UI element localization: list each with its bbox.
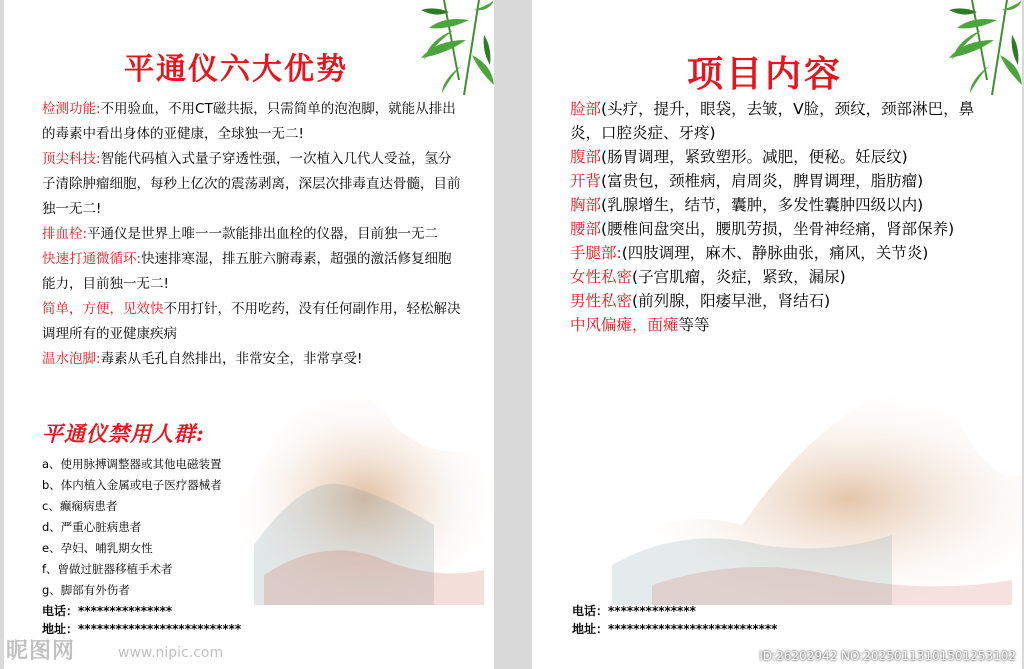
- ban-section-title: 平通仪禁用人群:: [42, 421, 205, 446]
- project-label: 胸部: [570, 196, 602, 214]
- phone-value: **************: [608, 604, 696, 618]
- project-label: 男性私密: [570, 292, 633, 310]
- project-item: [570, 97, 1000, 145]
- project-item: [570, 169, 1000, 193]
- ban-item: e、孕妇、哺乳期女性: [42, 541, 153, 555]
- project-item: [570, 265, 1000, 289]
- advantage-text: 平通仪是世界上唯一一款能排出血栓的仪器，目前独一无二: [87, 226, 439, 242]
- advantage-text: 快速排寒湿，排五脏六腑毒素，超强的激活修复细胞能力，目前独一无二!: [42, 251, 452, 292]
- advantage-label: 温水泡脚:: [42, 351, 101, 367]
- advantages-list: [42, 97, 462, 372]
- watermark-url: www.nipic.com: [118, 645, 224, 661]
- landscape-painting: [234, 355, 494, 605]
- phone-value: ***************: [78, 604, 173, 618]
- address-value: **************************: [78, 622, 242, 636]
- watermark-id: ID:26202942 NO:20250113101501253102: [759, 649, 1016, 663]
- advantage-text: 智能代码植入式量子穿透性强，一次植入几代人受益，氢分子清除肿瘤细胞，每秒上亿次的震荡剥离，深层次排毒直达骨髓，目前独一无二!: [42, 151, 461, 217]
- ban-item: f、曾做过脏器移植手术者: [42, 562, 173, 576]
- address-label: 地址：: [572, 622, 609, 636]
- project-label: 手腿部:: [570, 244, 622, 262]
- ban-item: a、使用脉搏调整器或其他电磁装置: [42, 457, 222, 471]
- advantage-label: 检测功能:: [42, 101, 101, 117]
- project-item: [570, 217, 1000, 241]
- ban-item: g、脚部有外伤者: [42, 583, 130, 597]
- project-text: 等等: [678, 316, 710, 334]
- project-text: (子宫肌瘤，炎症，紧致，漏尿): [632, 268, 846, 286]
- project-text: (四肢调理，麻木、静脉曲张，痛风，关节炎): [621, 244, 929, 262]
- project-text: (乳腺增生，结节，囊肿，多发性囊肿四级以内): [601, 196, 924, 214]
- project-item: [570, 241, 1000, 265]
- bamboo-decoration-icon: [384, 0, 494, 95]
- ban-item: b、体内植入金属或电子医疗器械者: [42, 478, 222, 492]
- phone-line: [42, 602, 241, 620]
- advantage-item: [42, 297, 462, 347]
- address-label: 地址：: [42, 622, 79, 636]
- project-text: (肠胃调理，紧致塑形。减肥，便秘。妊辰纹): [601, 148, 908, 166]
- project-label: 脸部: [570, 100, 602, 118]
- project-text: (前列腺，阳痿早泄，肾结石): [632, 292, 831, 310]
- ban-list: [42, 454, 222, 601]
- watermark-logo: 昵图网: [6, 639, 76, 664]
- project-text: (富贵包，颈椎病，肩周炎，脾胃调理，脂肪瘤): [601, 172, 924, 190]
- advantage-label: 快速打通微循环:: [42, 251, 142, 267]
- project-label: 中风偏瘫，面瘫: [570, 316, 679, 334]
- advantage-text: 不用验血，不用CT磁共振，只需简单的泡泡脚，就能从排出的毒素中看出身体的亚健康，全球独一无二!: [42, 101, 456, 142]
- landscape-painting: [592, 355, 1022, 605]
- advantage-item: [42, 247, 462, 297]
- project-label: 女性私密: [570, 268, 633, 286]
- advantage-item: [42, 147, 462, 222]
- project-list: [570, 97, 1000, 337]
- page-title: 项目内容: [687, 54, 844, 95]
- address-line: [572, 620, 777, 638]
- project-text: (头疗，提升，眼袋，去皱，V脸，颈纹，颈部淋巴，鼻炎，口腔炎症、牙疼): [570, 100, 975, 142]
- advantage-item: [42, 347, 462, 372]
- project-label: 腰部: [570, 220, 602, 238]
- project-item: [570, 313, 1000, 337]
- advantage-text: 不用打针，不用吃药，没有任何副作用，轻松解决调理所有的亚健康疾病: [42, 301, 461, 342]
- advantage-label: 排血栓:: [42, 226, 88, 242]
- advantage-text: 毒素从毛孔自然排出，非常安全，非常享受!: [100, 351, 363, 367]
- advantage-item: [42, 97, 462, 147]
- project-text: (腰椎间盘突出，腰肌劳损，坐骨神经痛，肾部保养): [601, 220, 955, 238]
- contact-block: [572, 602, 777, 638]
- project-label: 开背: [570, 172, 602, 190]
- advantage-label: 简单，方便，见效快: [42, 301, 164, 317]
- project-item: [570, 289, 1000, 313]
- bamboo-decoration-icon: [912, 0, 1022, 95]
- advantage-item: [42, 222, 462, 247]
- project-item: [570, 145, 1000, 169]
- contact-block: [42, 602, 241, 638]
- phone-label: 电话：: [42, 604, 79, 618]
- address-value: ***************************: [608, 622, 778, 636]
- page-title: 平通仪六大优势: [124, 52, 348, 87]
- project-label: 腹部: [570, 148, 602, 166]
- advantage-label: 顶尖科技:: [42, 151, 101, 167]
- project-item: [570, 193, 1000, 217]
- ban-item: d、严重心脏病患者: [42, 520, 142, 534]
- phone-label: 电话：: [572, 604, 609, 618]
- right-flyer: [532, 0, 1022, 669]
- left-flyer: [4, 0, 494, 669]
- ban-item: c、癫痫病患者: [42, 499, 118, 513]
- phone-line: [572, 602, 777, 620]
